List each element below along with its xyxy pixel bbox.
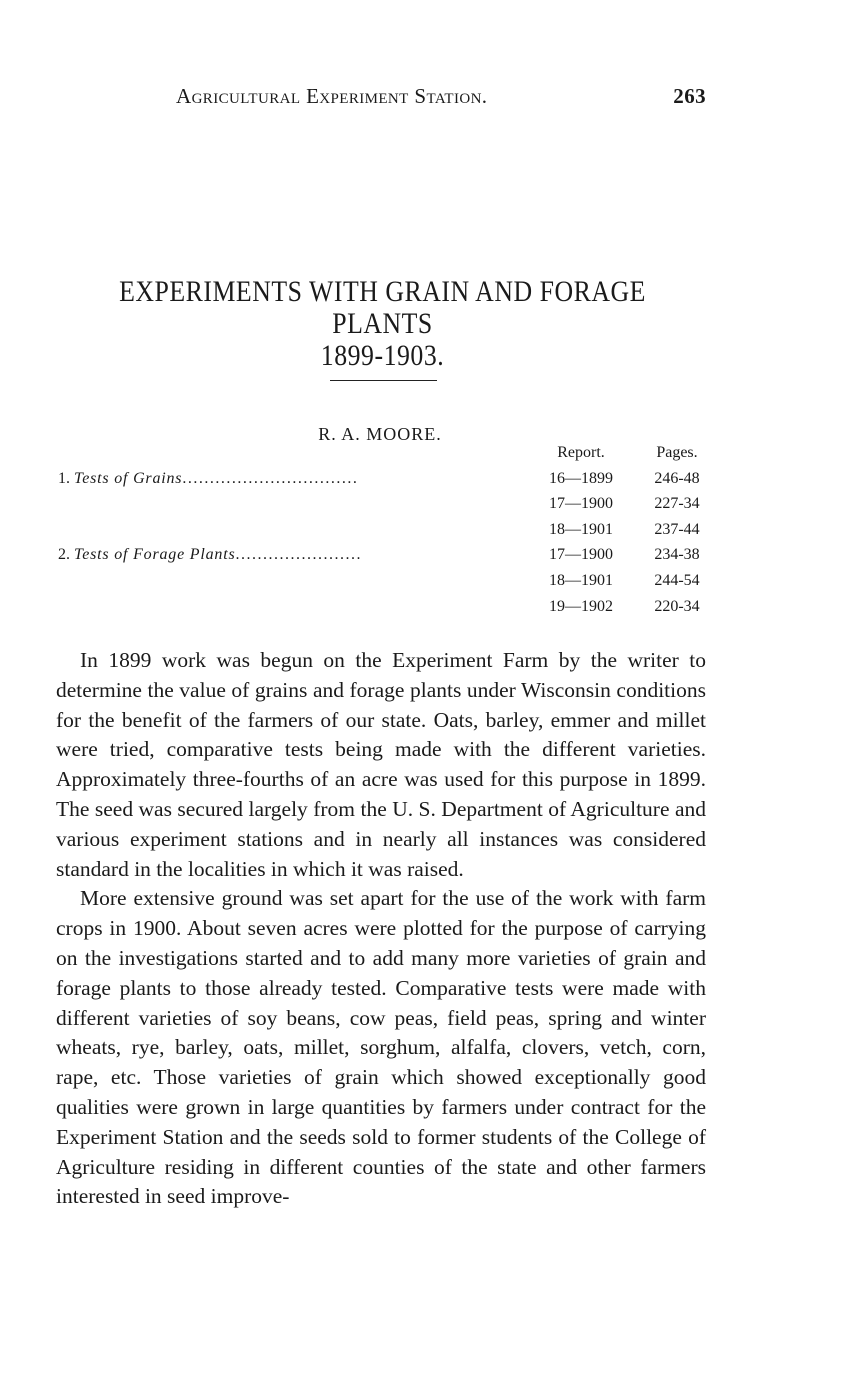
report-number: 17—1900 [549,495,613,513]
page-range: 220-34 [654,597,700,615]
title-divider [330,380,437,381]
item-label: Tests of Grains [74,469,183,487]
report-number: 19—1902 [549,597,613,615]
page-range: 234-38 [654,546,700,564]
report-index-row [58,470,708,496]
author-name: R. A. MOORE. [318,424,442,444]
paragraph: More extensive ground was set apart for the use of the work with farm crops in 1900. About seven acres were plotted for the purpose of carrying on the investigations started and to add many more varieties of grain and forage plants to those already tested. Comparative tests were made with different varieties of soy beans, cow peas, field peas, spring and winter wheats, rye, barley, oats, millet, sorghum, alfalfa, clovers, vetch, corn, rape, etc. Those varieties of grain which showed exceptionally good qualities were grown in large quantities by farmers under contract for the Experiment Station and the seeds sold to former students of the College of Agriculture residing in different counties of the state and other farmers interested in seed improve- [56,886,706,1209]
report-index-item [58,470,358,488]
running-head [176,84,706,109]
report-column-header: Report. [557,444,605,461]
paragraph: In 1899 work was begun on the Experiment Farm by the writer to determine the value of grains and forage plants under Wisconsin conditions for the benefit of the farmers of our state. Oats, barley, emmer and millet were tried, comparative tests being made with the different varieties. Approximately three-fourths of an acre was used for this purpose in 1899. The seed was secured largely from the U. S. Department of Agriculture and various experiment stations and in nearly all instances was considered standard in the localities in which it was raised. [56,648,706,881]
report-index-header [58,444,708,470]
report-index-row [58,572,708,598]
article-title [88,276,677,372]
running-head-title: Agricultural Experiment Station. [176,84,488,108]
item-number: 2. [58,546,70,564]
article-title-line-2: 1899-1903. [320,339,445,372]
leader-dots: ................................ [182,469,359,487]
leader-dots: ....................... [235,546,362,564]
page-range: 227-34 [654,495,700,513]
article-title-line-1: EXPERIMENTS WITH GRAIN AND FORAGE PLANTS [119,275,646,340]
page-range: 244-54 [654,571,700,589]
report-index-item [58,546,362,564]
report-number: 18—1901 [549,520,613,538]
page-number: 263 [673,84,706,108]
report-index-row [58,521,708,547]
body-text [56,646,706,1212]
page-range: 246-48 [654,469,700,487]
report-index-row [58,598,708,624]
page-range: 237-44 [654,520,700,538]
report-number: 18—1901 [549,571,613,589]
item-number: 1. [58,469,70,487]
report-index-row [58,495,708,521]
report-number: 17—1900 [549,546,613,564]
report-index-row [58,546,708,572]
report-number: 16—1899 [549,469,613,487]
pages-column-header: Pages. [656,444,698,461]
report-index-table [58,444,708,623]
item-label: Tests of Forage Plants [74,546,236,564]
